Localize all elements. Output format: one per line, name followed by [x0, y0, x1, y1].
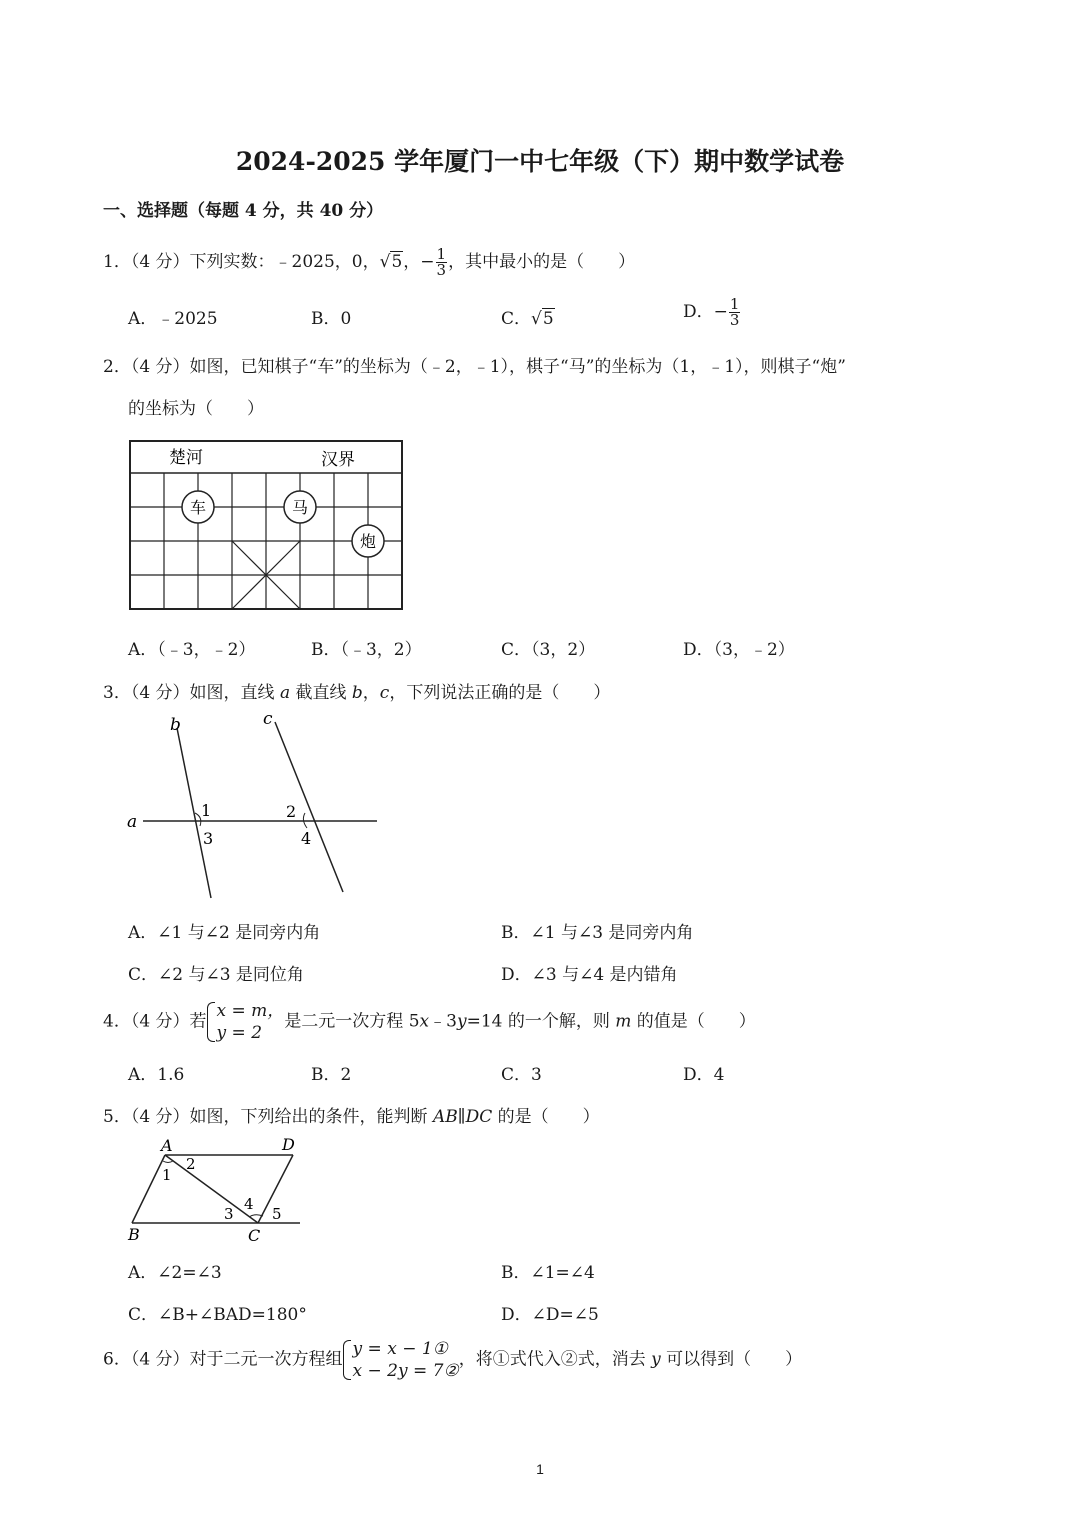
- angle-label-4: 4: [301, 829, 312, 848]
- question-3-stem: [103, 678, 610, 703]
- parallelogram-figure: [125, 1133, 305, 1248]
- label-a: a: [127, 812, 138, 832]
- q5-var-ab: AB: [432, 1107, 458, 1127]
- q3-option-b: B．∠1 与∠3 是同旁内角: [501, 923, 694, 943]
- q1-option-c: [501, 304, 555, 329]
- q3-option-d: D．∠3 与∠4 是内错角: [501, 965, 678, 985]
- q1-option-d-num: 1: [729, 295, 740, 313]
- q1-option-d-den: 3: [729, 311, 740, 329]
- q5-option-a: A．∠2=∠3: [128, 1263, 222, 1283]
- q4-stem-pre: 4．（4 分）若: [103, 1011, 207, 1032]
- q5-stem-post: 的是（ ）: [492, 1107, 600, 1127]
- q1-fraction-den: 3: [436, 261, 447, 279]
- q5-option-d: D．∠D=∠5: [501, 1305, 599, 1325]
- q1-fraction-num: 1: [436, 245, 447, 263]
- q4-sys-line2: y = 2: [216, 1023, 263, 1043]
- q1-sqrt-radicand: 5: [391, 252, 403, 272]
- piece-che-label: 车: [189, 498, 207, 517]
- q5-var-dc: DC: [465, 1107, 493, 1127]
- label-b: b: [170, 715, 181, 735]
- q1-option-d-prefix: D．: [683, 302, 714, 322]
- q4-sys-line1: x = m，: [216, 1001, 285, 1021]
- angle-label-3: 3: [203, 829, 214, 848]
- chessboard-figure: [129, 440, 404, 611]
- angle-label-3: 3: [224, 1205, 234, 1223]
- transversal-figure: [125, 710, 385, 900]
- angle-label-1: 1: [201, 801, 212, 820]
- question-2-stem-line1: 2．（4 分）如图，已知棋子“车”的坐标为（﹣2，﹣1），棋子“马”的坐标为（1，﹣1），则棋子“炮”: [103, 357, 846, 377]
- q5-stem-pre: 5．（4 分）如图，下列给出的条件，能判断: [103, 1107, 433, 1127]
- section-heading: 一、选择题（每题 4 分，共 40 分）: [103, 201, 384, 221]
- q3-stem-mid1: 截直线: [290, 683, 352, 703]
- question-1-stem: [103, 247, 635, 278]
- q1-option-a: A．﹣2025: [128, 309, 218, 329]
- question-4-stem: [103, 1000, 756, 1044]
- q3-var-c: c: [379, 683, 390, 703]
- question-6-stem: [103, 1338, 802, 1382]
- vertex-A: A: [161, 1136, 173, 1155]
- q1-option-c-prefix: C．: [501, 309, 532, 329]
- q2-option-a: A．（﹣3，﹣2）: [128, 640, 256, 660]
- q3-option-c: C．∠2 与∠3 是同位角: [128, 965, 304, 985]
- q1-option-c-radicand: 5: [542, 309, 554, 329]
- q4-option-a: A．1.6: [128, 1065, 185, 1085]
- q3-stem-post: ，下列说法正确的是（ ）: [389, 683, 611, 703]
- q1-fraction: [436, 247, 448, 278]
- page-title: 2024-2025 学年厦门一中七年级（下）期中数学试卷: [235, 147, 845, 176]
- vertex-B: B: [128, 1225, 140, 1244]
- angle-label-2: 2: [286, 802, 297, 821]
- q4-option-c: C．3: [501, 1065, 542, 1085]
- q2-option-b: B．（﹣3，2）: [311, 640, 422, 660]
- q6-stem-mid: ，将①式代入②式，消去: [458, 1349, 652, 1370]
- q1-sqrt: √5: [379, 252, 403, 272]
- q5-parallel-sign: ∥: [457, 1107, 466, 1127]
- piece-ma-label: 马: [291, 498, 309, 517]
- q6-equation-system: [343, 1338, 459, 1382]
- q2-option-c: C．（3，2）: [501, 640, 596, 660]
- q3-stem-pre: 3．（4 分）如图，直线: [103, 683, 280, 703]
- segment-ab: [132, 1155, 165, 1223]
- vertex-C: C: [248, 1226, 261, 1245]
- q6-stem-pre: 6．（4 分）对于二元一次方程组: [103, 1349, 343, 1370]
- q2-option-d: D．（3，﹣2）: [683, 640, 795, 660]
- q4-equation-system: [207, 1000, 285, 1044]
- q5-option-c: C．∠B+∠BAD=180°: [128, 1305, 307, 1325]
- angle-label-1: 1: [162, 1166, 172, 1184]
- angle-label-2: 2: [186, 1155, 196, 1173]
- q1-neg-sign: −: [420, 252, 435, 272]
- river-left-label: 楚河: [169, 448, 203, 468]
- q4-var-m: m: [615, 1011, 632, 1032]
- q6-var-y: y: [651, 1349, 661, 1370]
- q4-option-d: D．4: [683, 1065, 725, 1085]
- q4-option-b: B．2: [311, 1065, 352, 1085]
- question-2-stem-line2: 的坐标为（ ）: [128, 399, 264, 419]
- q1-option-d: [683, 297, 741, 328]
- q1-stem-pre: 1．（4 分）下列实数：﹣2025，0，: [103, 252, 380, 272]
- q4-stem-mid3: =14 的一个解，则: [466, 1011, 616, 1032]
- q6-sys-line2: x − 2y = 7②: [352, 1361, 459, 1381]
- page-number: 1: [536, 1461, 544, 1477]
- angle-label-4: 4: [244, 1195, 254, 1213]
- q1-option-c-sqrt: √5: [531, 309, 554, 329]
- q4-stem-mid: 是二元一次方程 5: [284, 1011, 420, 1032]
- q1-stem-post: ，其中最小的是（ ）: [448, 252, 636, 272]
- label-c: c: [263, 709, 273, 729]
- q1-option-d-neg: −: [713, 302, 728, 322]
- q6-stem-post: 可以得到（ ）: [660, 1349, 803, 1370]
- q5-option-b: B．∠1=∠4: [501, 1263, 595, 1283]
- piece-pao-label: 炮: [359, 532, 377, 551]
- q1-option-b: B．0: [311, 309, 352, 329]
- q4-stem-post: 的值是（ ）: [631, 1011, 756, 1032]
- vertex-D: D: [282, 1135, 295, 1154]
- q1-stem-mid: ，: [403, 252, 421, 272]
- q3-var-a: a: [279, 683, 291, 703]
- q3-stem-mid2: ，: [362, 683, 380, 703]
- angle-arc-a: [163, 1161, 173, 1163]
- q6-sys-line1: y = x − 1①: [352, 1339, 448, 1359]
- q1-option-d-fraction: [729, 297, 741, 328]
- q4-var-x: x: [419, 1011, 430, 1032]
- q3-var-b: b: [351, 683, 363, 703]
- angle-label-5: 5: [272, 1205, 282, 1223]
- river-right-label: 汉界: [321, 450, 355, 470]
- q4-stem-mid2: ﹣3: [429, 1011, 457, 1032]
- q3-option-a: A．∠1 与∠2 是同旁内角: [128, 923, 321, 943]
- question-5-stem: [103, 1102, 600, 1127]
- q4-var-y: y: [456, 1011, 467, 1032]
